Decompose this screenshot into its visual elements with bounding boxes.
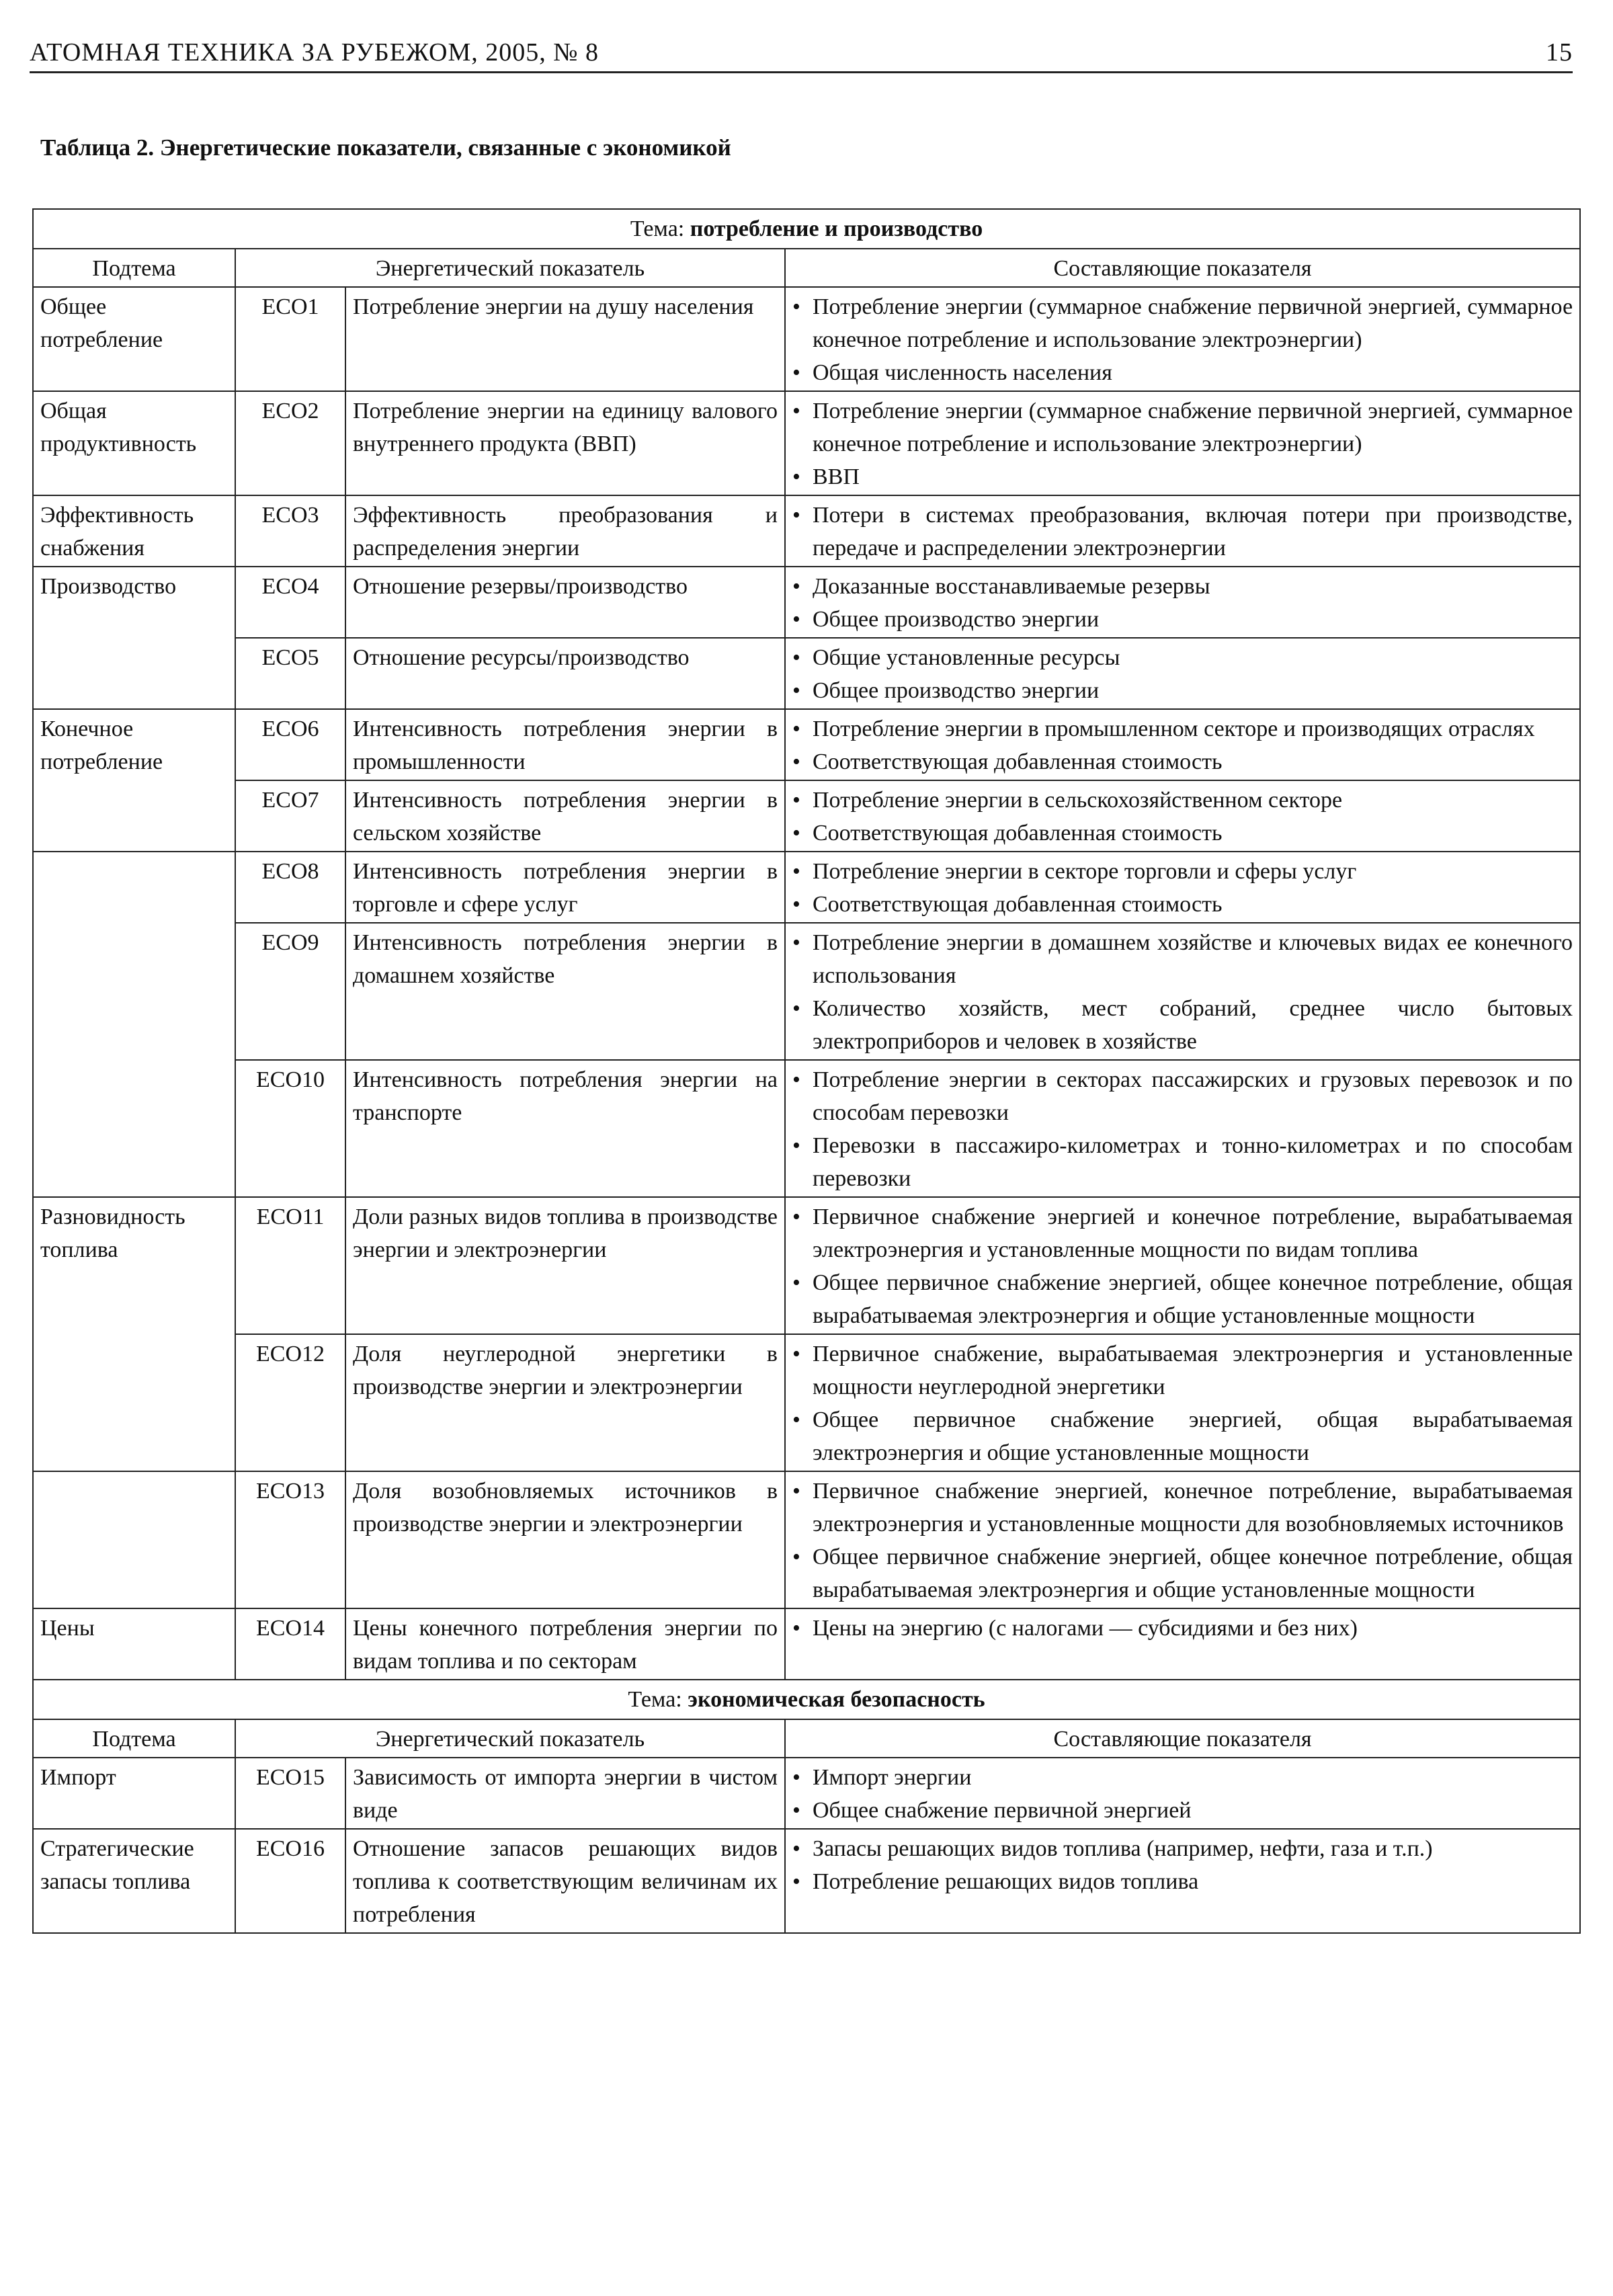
subtopic-cell: Производство: [33, 567, 235, 709]
components-cell: [785, 852, 1580, 923]
components-cell: [785, 567, 1580, 638]
header-subtopic: Подтема: [33, 249, 235, 287]
bullet-icon: •: [792, 1798, 800, 1823]
component-item: [792, 1129, 1573, 1195]
indicator-name: Доля возобновляемых источников в производстве энергии и электроэнергии: [345, 1471, 785, 1608]
indicator-code: ECO2: [235, 391, 345, 495]
energy-indicators-table: [32, 208, 1581, 1934]
table-row: [33, 709, 1580, 780]
component-text: Доказанные восстанавливаемые резервы: [813, 574, 1210, 599]
component-text: Цены на энергию (с налогами — субсидиями и без них): [813, 1616, 1358, 1641]
indicator-name: Потребление энергии на единицу валового внутреннего продукта (ВВП): [345, 391, 785, 495]
bullet-icon: •: [792, 503, 800, 528]
component-item: [792, 784, 1573, 817]
components-cell: [785, 391, 1580, 495]
table-row: [33, 567, 1580, 638]
indicator-code: ECO11: [235, 1197, 345, 1334]
indicator-name: Зависимость от импорта энергии в чистом виде: [345, 1758, 785, 1829]
bullet-icon: •: [792, 996, 800, 1021]
component-item: [792, 570, 1573, 603]
indicator-name: Цены конечного потребления энергии по видам топлива и по секторам: [345, 1608, 785, 1680]
component-text: Общее производство энергии: [813, 678, 1100, 703]
component-item: [792, 356, 1573, 389]
indicator-code: ECO9: [235, 923, 345, 1060]
table-row: [33, 852, 1580, 923]
running-header: [30, 30, 1573, 73]
indicator-name: Интенсивность потребления энергии в торговле и сфере услуг: [345, 852, 785, 923]
components-cell: [785, 1829, 1580, 1933]
indicator-code: ECO6: [235, 709, 345, 780]
bullet-icon: •: [792, 399, 800, 423]
components-cell: [785, 1334, 1580, 1471]
bullet-icon: •: [792, 859, 800, 884]
components-cell: [785, 638, 1580, 709]
table-row: [33, 287, 1580, 391]
component-text: Общая численность населения: [813, 360, 1112, 385]
component-text: Потребление энергии в секторе торговли и сферы услуг: [813, 859, 1357, 884]
indicator-code: ECO12: [235, 1334, 345, 1471]
header-indicator: Энергетический показатель: [235, 1719, 785, 1758]
indicator-name: Отношение резервы/производство: [345, 567, 785, 638]
component-text: Первичное снабжение энергией, конечное потребление, вырабатываемая электроэнергия и установленные мощности для возобновляемых источников: [813, 1479, 1573, 1536]
page-number: 15: [1546, 38, 1573, 67]
subtopic-cell: Импорт: [33, 1758, 235, 1829]
component-item: [792, 745, 1573, 778]
component-text: Запасы решающих видов топлива (например, нефти, газа и т.п.): [813, 1836, 1433, 1861]
component-item: [792, 395, 1573, 460]
bullet-icon: •: [792, 1836, 800, 1861]
table-row: [33, 1197, 1580, 1334]
bullet-icon: •: [792, 788, 800, 813]
components-cell: [785, 923, 1580, 1060]
component-item: [792, 1612, 1573, 1645]
component-item: [792, 1266, 1573, 1332]
component-text: Общее снабжение первичной энергией: [813, 1798, 1192, 1823]
component-item: [792, 855, 1573, 888]
bullet-icon: •: [792, 1204, 800, 1229]
bullet-icon: •: [792, 1270, 800, 1295]
header-components: Составляющие показателя: [785, 249, 1580, 287]
subtopic-cell: Разновидность топлива: [33, 1197, 235, 1471]
journal-title: АТОМНАЯ ТЕХНИКА ЗА РУБЕЖОМ, 2005, № 8: [30, 38, 599, 67]
bullet-icon: •: [792, 1545, 800, 1569]
component-text: Потери в системах преобразования, включая потери при производстве, передаче и распределении электроэнергии: [813, 503, 1573, 561]
component-item: [792, 1338, 1573, 1403]
components-cell: [785, 1758, 1580, 1829]
header-subtopic: Подтема: [33, 1719, 235, 1758]
indicator-code: ECO16: [235, 1829, 345, 1933]
component-text: Общее первичное снабжение энергией, общее конечное потребление, общая вырабатываемая электроэнергия и общие установленные мощности: [813, 1545, 1573, 1602]
component-item: [792, 926, 1573, 992]
component-item: [792, 992, 1573, 1058]
theme-title: [33, 1680, 1580, 1719]
bullet-icon: •: [792, 892, 800, 917]
component-item: [792, 712, 1573, 745]
indicator-name: Доли разных видов топлива в производстве энергии и электроэнергии: [345, 1197, 785, 1334]
subtopic-cell: Общая продуктивность: [33, 391, 235, 495]
bullet-icon: •: [792, 574, 800, 599]
components-cell: [785, 287, 1580, 391]
indicator-code: ECO3: [235, 495, 345, 567]
header-components: Составляющие показателя: [785, 1719, 1580, 1758]
bullet-icon: •: [792, 821, 800, 846]
components-cell: [785, 495, 1580, 567]
table-row: [33, 923, 1580, 1060]
table-row: [33, 1608, 1580, 1680]
table-row: [33, 495, 1580, 567]
bullet-icon: •: [792, 1616, 800, 1641]
bullet-icon: •: [792, 360, 800, 385]
indicator-name: Отношение запасов решающих видов топлива к соответствующим величинам их потребления: [345, 1829, 785, 1933]
bullet-icon: •: [792, 1067, 800, 1092]
bullet-icon: •: [792, 464, 800, 489]
component-item: [792, 674, 1573, 707]
indicator-code: ECO15: [235, 1758, 345, 1829]
header-indicator: Энергетический показатель: [235, 249, 785, 287]
component-text: Потребление энергии в промышленном секторе и производящих отраслях: [813, 716, 1535, 741]
theme-row: [33, 1680, 1580, 1719]
component-text: Общее производство энергии: [813, 607, 1100, 632]
component-text: Потребление энергии (суммарное снабжение первичной энергией, суммарное конечное потребление и использование электроэнергии): [813, 294, 1573, 352]
component-item: [792, 1761, 1573, 1794]
indicator-name: Интенсивность потребления энергии на транспорте: [345, 1060, 785, 1197]
component-item: [792, 641, 1573, 674]
component-text: Соответствующая добавленная стоимость: [813, 749, 1223, 774]
bullet-icon: •: [792, 1869, 800, 1894]
bullet-icon: •: [792, 294, 800, 319]
component-item: [792, 1865, 1573, 1898]
bullet-icon: •: [792, 749, 800, 774]
indicator-name: Доля неуглеродной энергетики в производстве энергии и электроэнергии: [345, 1334, 785, 1471]
bullet-icon: •: [792, 607, 800, 632]
table-row: [33, 1334, 1580, 1471]
table-row: [33, 1471, 1580, 1608]
subtopic-cell: Эффективность снабжения: [33, 495, 235, 567]
component-text: Количество хозяйств, мест собраний, среднее число бытовых электроприборов и человек в хозяйстве: [813, 996, 1573, 1054]
components-cell: [785, 780, 1580, 852]
theme-name: экономическая безопасность: [688, 1687, 985, 1712]
subtopic-cell: Конечное потребление: [33, 709, 235, 852]
indicator-name: Интенсивность потребления энергии в домашнем хозяйстве: [345, 923, 785, 1060]
column-header-row: [33, 1719, 1580, 1758]
indicator-name: Отношение ресурсы/производство: [345, 638, 785, 709]
theme-title: [33, 209, 1580, 249]
component-item: [792, 460, 1573, 493]
components-cell: [785, 1197, 1580, 1334]
subtopic-cell: [33, 1471, 235, 1608]
bullet-icon: •: [792, 678, 800, 703]
bullet-icon: •: [792, 1765, 800, 1790]
theme-row: [33, 209, 1580, 249]
bullet-icon: •: [792, 716, 800, 741]
indicator-name: Эффективность преобразования и распределения энергии: [345, 495, 785, 567]
component-text: Импорт энергии: [813, 1765, 972, 1790]
indicator-code: ECO13: [235, 1471, 345, 1608]
component-text: Потребление решающих видов топлива: [813, 1869, 1199, 1894]
component-item: [792, 817, 1573, 850]
subtopic-cell: Стратегические запасы топлива: [33, 1829, 235, 1933]
component-item: [792, 1403, 1573, 1469]
bullet-icon: •: [792, 645, 800, 670]
bullet-icon: •: [792, 1133, 800, 1158]
component-text: Перевозки в пассажиро-километрах и тонно-километрах и по способам перевозки: [813, 1133, 1573, 1191]
theme-prefix: Тема:: [630, 216, 690, 241]
component-item: [792, 1475, 1573, 1541]
component-text: Общее первичное снабжение энергией, общее конечное потребление, общая вырабатываемая электроэнергия и общие установленные мощности: [813, 1270, 1573, 1328]
indicator-code: ECO1: [235, 287, 345, 391]
column-header-row: [33, 249, 1580, 287]
component-text: Общее первичное снабжение энергией, общая вырабатываемая электроэнергия и общие установленные мощности: [813, 1407, 1573, 1465]
component-item: [792, 499, 1573, 565]
component-text: Потребление энергии в сельскохозяйственном секторе: [813, 788, 1343, 813]
component-item: [792, 1794, 1573, 1827]
indicator-code: ECO7: [235, 780, 345, 852]
component-text: Потребление энергии (суммарное снабжение первичной энергией, суммарное конечное потребление и использование электроэнергии): [813, 399, 1573, 456]
table-row: [33, 638, 1580, 709]
component-text: Первичное снабжение энергией и конечное потребление, вырабатываемая электроэнергия и установленные мощности по видам топлива: [813, 1204, 1573, 1262]
indicator-name: Интенсивность потребления энергии в промышленности: [345, 709, 785, 780]
bullet-icon: •: [792, 1407, 800, 1432]
subtopic-cell: [33, 852, 235, 1197]
component-text: Общие установленные ресурсы: [813, 645, 1120, 670]
indicator-code: ECO4: [235, 567, 345, 638]
table-row: [33, 1758, 1580, 1829]
bullet-icon: •: [792, 930, 800, 955]
components-cell: [785, 1471, 1580, 1608]
indicator-code: ECO10: [235, 1060, 345, 1197]
theme-name: потребление и производство: [690, 216, 983, 241]
component-text: ВВП: [813, 464, 860, 489]
component-item: [792, 290, 1573, 356]
subtopic-cell: Общее потребление: [33, 287, 235, 391]
component-item: [792, 1541, 1573, 1606]
indicator-code: ECO14: [235, 1608, 345, 1680]
table-row: [33, 1060, 1580, 1197]
table-row: [33, 780, 1580, 852]
component-item: [792, 603, 1573, 636]
component-item: [792, 1832, 1573, 1865]
components-cell: [785, 709, 1580, 780]
component-text: Первичное снабжение, вырабатываемая электроэнергия и установленные мощности неуглеродной энергетики: [813, 1342, 1573, 1399]
table-caption: Таблица 2. Энергетические показатели, связанные с экономикой: [40, 134, 731, 161]
indicator-name: Потребление энергии на душу населения: [345, 287, 785, 391]
component-item: [792, 1200, 1573, 1266]
indicator-code: ECO5: [235, 638, 345, 709]
indicator-name: Интенсивность потребления энергии в сельском хозяйстве: [345, 780, 785, 852]
component-text: Потребление энергии в домашнем хозяйстве и ключевых видах ее конечного использования: [813, 930, 1573, 988]
subtopic-cell: Цены: [33, 1608, 235, 1680]
table-row: [33, 391, 1580, 495]
bullet-icon: •: [792, 1479, 800, 1504]
components-cell: [785, 1608, 1580, 1680]
table-row: [33, 1829, 1580, 1933]
component-text: Соответствующая добавленная стоимость: [813, 892, 1223, 917]
component-item: [792, 1063, 1573, 1129]
indicator-code: ECO8: [235, 852, 345, 923]
components-cell: [785, 1060, 1580, 1197]
theme-prefix: Тема:: [628, 1687, 688, 1712]
bullet-icon: •: [792, 1342, 800, 1366]
component-text: Соответствующая добавленная стоимость: [813, 821, 1223, 846]
component-item: [792, 888, 1573, 921]
component-text: Потребление энергии в секторах пассажирских и грузовых перевозок и по способам перевозки: [813, 1067, 1573, 1125]
